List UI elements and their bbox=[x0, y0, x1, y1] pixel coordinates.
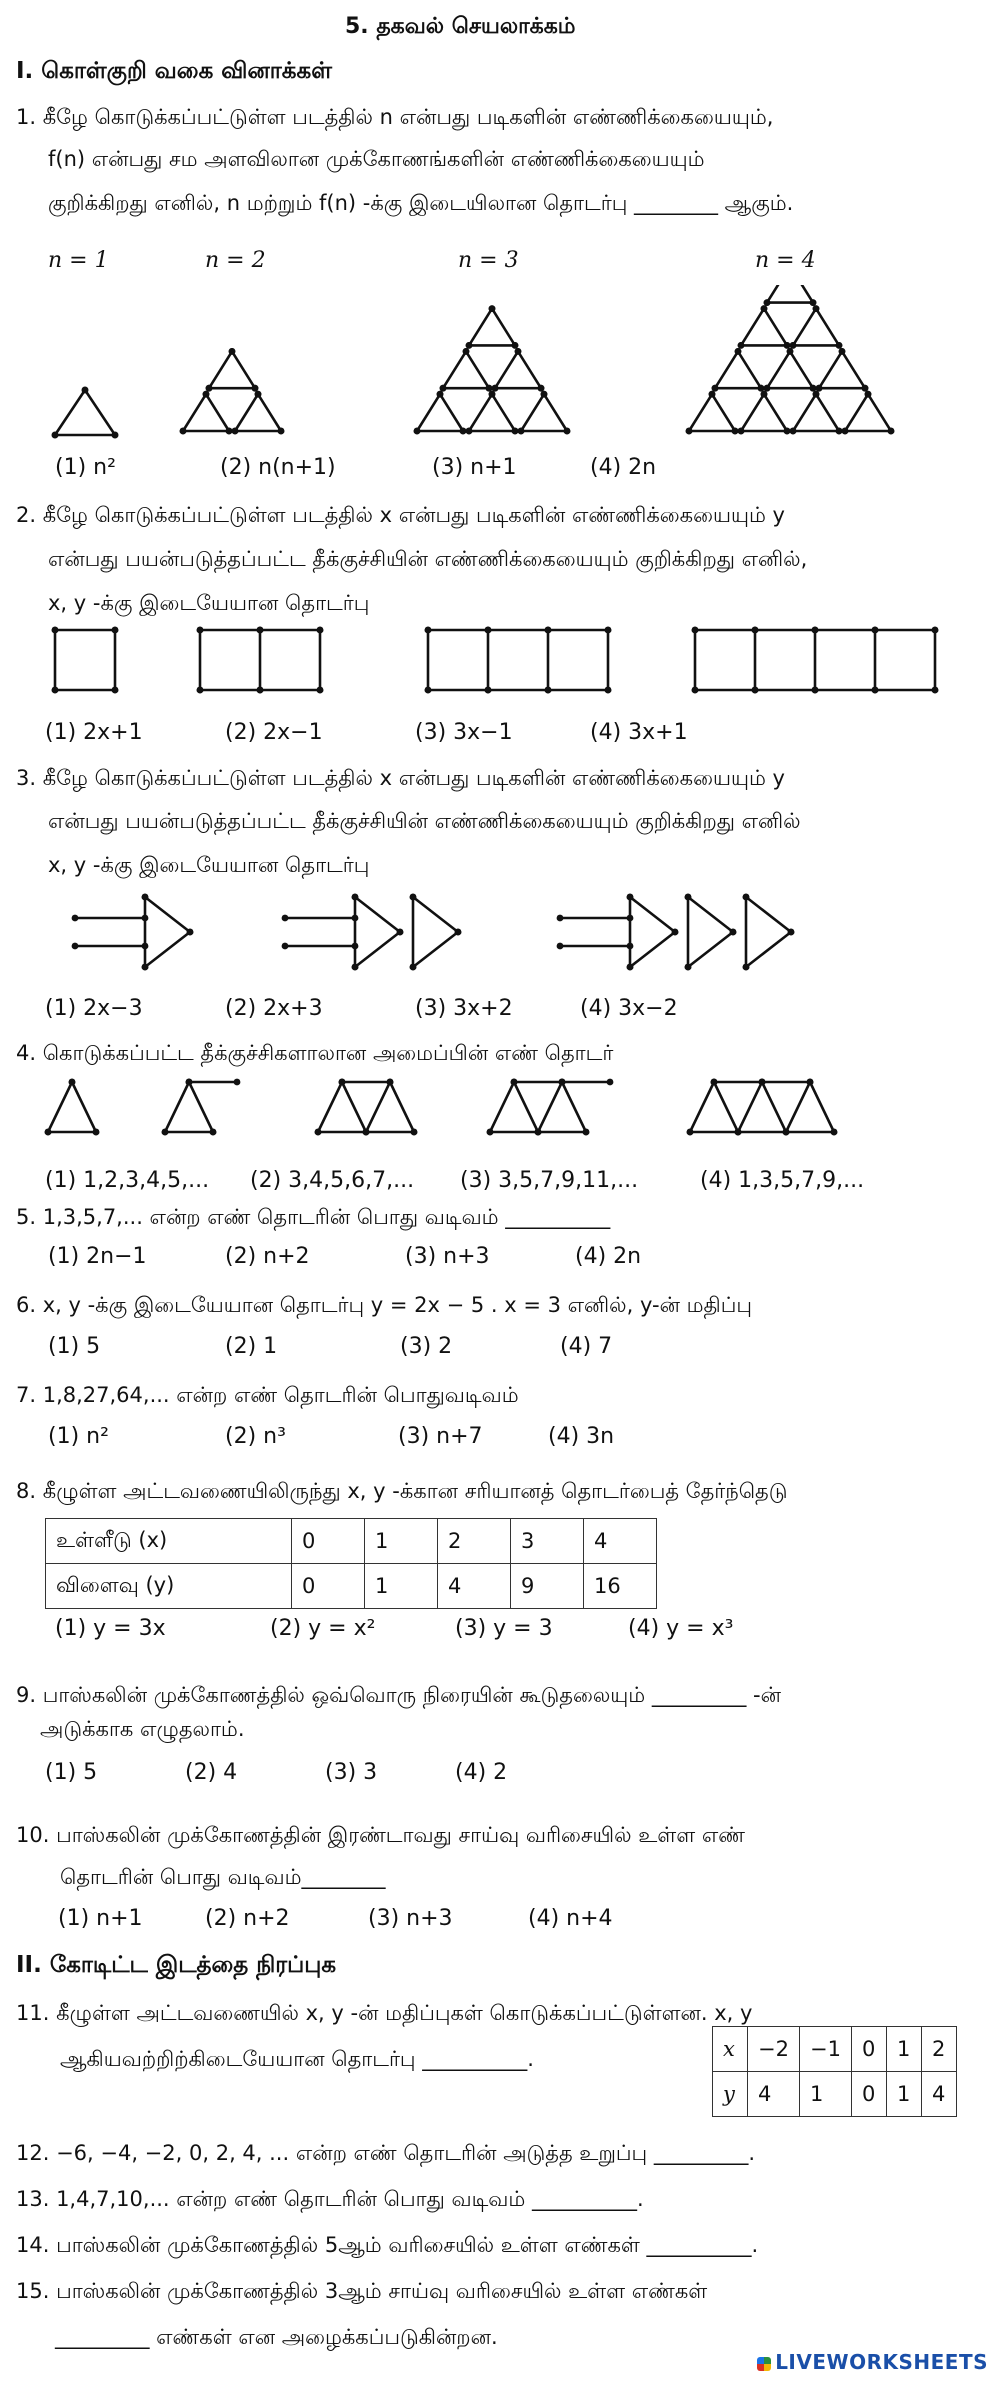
q10-option-2[interactable]: (2) n+2 bbox=[205, 1906, 290, 1931]
q4-figure-1 bbox=[45, 1079, 100, 1136]
q8-option-1[interactable]: (1) y = 3x bbox=[55, 1616, 166, 1641]
q8-option-4[interactable]: (4) y = x³ bbox=[628, 1616, 734, 1641]
q9-option-2[interactable]: (2) 4 bbox=[185, 1760, 238, 1785]
q1-line-1: 1. கீழே கொடுக்கப்பட்டுள்ள படத்தில் n என்பது படிகளின் எண்ணிக்கையையும், bbox=[16, 105, 774, 129]
table-cell: விளைவு (y) bbox=[46, 1564, 292, 1609]
q6-option-4[interactable]: (4) 7 bbox=[560, 1334, 613, 1359]
q4-option-1[interactable]: (1) 1,2,3,4,5,... bbox=[45, 1168, 210, 1193]
q6-line-1: 6. x, y -க்கு இடையேயான தொடர்பு y = 2x − 5 . x = 3 எனில், y-ன் மதிப்பு bbox=[16, 1293, 752, 1317]
table-cell: y bbox=[713, 2072, 748, 2117]
table-cell: 1 bbox=[365, 1519, 438, 1564]
table-cell: −1 bbox=[799, 2027, 851, 2072]
q4-option-3[interactable]: (3) 3,5,7,9,11,... bbox=[460, 1168, 639, 1193]
table-cell: 0 bbox=[851, 2027, 886, 2072]
q7-line-1: 7. 1,8,27,64,... என்ற எண் தொடரின் பொதுவடிவம் bbox=[16, 1383, 519, 1407]
q5-line-1: 5. 1,3,5,7,... என்ற எண் தொடரின் பொது வடிவம் __________ bbox=[16, 1205, 611, 1229]
table-cell: −2 bbox=[748, 2027, 800, 2072]
q3-figure-3 bbox=[557, 894, 795, 971]
table-cell: x bbox=[713, 2027, 748, 2072]
q3-line-2: என்பது பயன்படுத்தப்பட்ட தீக்குச்சியின் எண்ணிக்கையையும் குறிக்கிறது எனில் bbox=[48, 809, 801, 833]
q2-square-figures bbox=[0, 620, 1000, 710]
q15-line-1: 15. பாஸ்கலின் முக்கோணத்தில் 3ஆம் சாய்வு வரிசையில் உள்ள எண்கள் bbox=[16, 2279, 708, 2303]
q5-option-3[interactable]: (3) n+3 bbox=[405, 1244, 490, 1269]
liveworksheets-logo bbox=[757, 2350, 988, 2374]
table-row bbox=[46, 1564, 657, 1609]
q1-figure-n3 bbox=[414, 305, 571, 434]
table-cell: 1 bbox=[365, 1564, 438, 1609]
q2-option-2[interactable]: (2) 2x−1 bbox=[225, 720, 323, 745]
q11-line-2: ஆகியவற்றிற்கிடையேயான தொடர்பு __________. bbox=[60, 2047, 534, 2071]
q9-option-3[interactable]: (3) 3 bbox=[325, 1760, 378, 1785]
q2-option-4[interactable]: (4) 3x+1 bbox=[590, 720, 688, 745]
q1-triangle-figures bbox=[0, 285, 1000, 445]
q4-option-4[interactable]: (4) 1,3,5,7,9,... bbox=[700, 1168, 865, 1193]
q8-table bbox=[45, 1518, 657, 1609]
table-cell: 0 bbox=[851, 2072, 886, 2117]
q7-option-2[interactable]: (2) n³ bbox=[225, 1424, 286, 1449]
q8-option-2[interactable]: (2) y = x² bbox=[270, 1616, 376, 1641]
table-cell: 3 bbox=[511, 1519, 584, 1564]
q1-line-3: குறிக்கிறது எனில், n மற்றும் f(n) -க்கு இடையிலான தொடர்பு ________ ஆகும். bbox=[48, 191, 794, 215]
q5-option-2[interactable]: (2) n+2 bbox=[225, 1244, 310, 1269]
q1-label-n4: n = 4 bbox=[755, 248, 816, 273]
q1-option-3[interactable]: (3) n+1 bbox=[432, 455, 517, 480]
q1-figure-n4 bbox=[686, 285, 895, 434]
q4-figure-5 bbox=[687, 1079, 838, 1136]
q3-option-2[interactable]: (2) 2x+3 bbox=[225, 996, 323, 1021]
table-row bbox=[713, 2072, 957, 2117]
q6-option-1[interactable]: (1) 5 bbox=[48, 1334, 101, 1359]
q2-line-3: x, y -க்கு இடையேயான தொடர்பு bbox=[48, 591, 370, 615]
q2-figure-1 bbox=[52, 627, 119, 694]
q6-option-3[interactable]: (3) 2 bbox=[400, 1334, 453, 1359]
q1-label-n1: n = 1 bbox=[48, 248, 109, 273]
table-cell: 2 bbox=[921, 2027, 956, 2072]
table-cell: 1 bbox=[886, 2027, 921, 2072]
q15-line-2: _________ எண்கள் என அழைக்கப்படுகின்றன. bbox=[55, 2325, 498, 2349]
q2-line-2: என்பது பயன்படுத்தப்பட்ட தீக்குச்சியின் எண்ணிக்கையையும் குறிக்கிறது எனில், bbox=[48, 547, 808, 571]
q5-option-4[interactable]: (4) 2n bbox=[575, 1244, 642, 1269]
q4-figure-3 bbox=[315, 1079, 418, 1136]
q3-line-3: x, y -க்கு இடையேயான தொடர்பு bbox=[48, 853, 370, 877]
q14-line: 14. பாஸ்கலின் முக்கோணத்தில் 5ஆம் வரிசையில் உள்ள எண்கள் __________. bbox=[16, 2233, 759, 2257]
q10-line-1: 10. பாஸ்கலின் முக்கோணத்தின் இரண்டாவது சாய்வு வரிசையில் உள்ள எண் bbox=[16, 1823, 745, 1847]
table-row bbox=[46, 1519, 657, 1564]
q9-line-1: 9. பாஸ்கலின் முக்கோணத்தில் ஒவ்வொரு நிரையின் கூடுதலையும் _________ -ன் bbox=[16, 1683, 781, 1707]
q10-option-1[interactable]: (1) n+1 bbox=[58, 1906, 143, 1931]
q1-option-4[interactable]: (4) 2n bbox=[590, 455, 657, 480]
q5-option-1[interactable]: (1) 2n−1 bbox=[48, 1244, 147, 1269]
q6-option-2[interactable]: (2) 1 bbox=[225, 1334, 278, 1359]
q3-option-4[interactable]: (4) 3x−2 bbox=[580, 996, 678, 1021]
table-cell: 1 bbox=[799, 2072, 851, 2117]
q11-line-1: 11. கீழுள்ள அட்டவணையில் x, y -ன் மதிப்புகள் கொடுக்கப்பட்டுள்ளன. x, y bbox=[16, 2001, 753, 2025]
table-cell: 4 bbox=[584, 1519, 657, 1564]
q7-option-3[interactable]: (3) n+7 bbox=[398, 1424, 483, 1449]
table-cell: 0 bbox=[292, 1519, 365, 1564]
section-1-heading: I. கொள்குறி வகை வினாக்கள் bbox=[16, 58, 332, 84]
q1-option-2[interactable]: (2) n(n+1) bbox=[220, 455, 336, 480]
q9-option-4[interactable]: (4) 2 bbox=[455, 1760, 508, 1785]
q11-table bbox=[712, 2026, 957, 2117]
q13-line: 13. 1,4,7,10,... என்ற எண் தொடரின் பொது வடிவம் __________. bbox=[16, 2187, 644, 2211]
logo-icon bbox=[757, 2357, 771, 2371]
table-cell: 2 bbox=[438, 1519, 511, 1564]
q4-option-2[interactable]: (2) 3,4,5,6,7,... bbox=[250, 1168, 415, 1193]
table-row bbox=[713, 2027, 957, 2072]
q9-line-2: அடுக்காக எழுதலாம். bbox=[40, 1717, 245, 1741]
table-cell: 4 bbox=[438, 1564, 511, 1609]
q2-figure-2 bbox=[197, 627, 324, 694]
q3-line-1: 3. கீழே கொடுக்கப்பட்டுள்ள படத்தில் x என்பது படிகளின் எண்ணிக்கையையும் y bbox=[16, 766, 785, 790]
q8-line-1: 8. கீழுள்ள அட்டவணையிலிருந்து x, y -க்கான சரியானத் தொடர்பைத் தேர்ந்தெடு bbox=[16, 1479, 788, 1503]
table-cell: 4 bbox=[748, 2072, 800, 2117]
table-cell: 4 bbox=[921, 2072, 956, 2117]
q4-figure-2 bbox=[162, 1079, 241, 1136]
q1-option-1[interactable]: (1) n² bbox=[55, 455, 116, 480]
logo-text: LIVEWORKSHEETS bbox=[775, 2350, 988, 2374]
q10-option-4[interactable]: (4) n+4 bbox=[528, 1906, 613, 1931]
q3-figure-1 bbox=[72, 894, 194, 971]
q1-line-2: f(n) என்பது சம அளவிலான முக்கோணங்களின் எண்ணிக்கையையும் bbox=[48, 147, 705, 171]
q2-option-3[interactable]: (3) 3x−1 bbox=[415, 720, 513, 745]
q1-label-n3: n = 3 bbox=[458, 248, 519, 273]
q3-option-3[interactable]: (3) 3x+2 bbox=[415, 996, 513, 1021]
q2-figure-3 bbox=[425, 627, 612, 694]
q3-option-1[interactable]: (1) 2x−3 bbox=[45, 996, 143, 1021]
q4-figure-4 bbox=[487, 1079, 614, 1136]
worksheet-title: 5. தகவல் செயலாக்கம் bbox=[345, 14, 576, 39]
q2-option-1[interactable]: (1) 2x+1 bbox=[45, 720, 143, 745]
q2-line-1: 2. கீழே கொடுக்கப்பட்டுள்ள படத்தில் x என்பது படிகளின் எண்ணிக்கையையும் y bbox=[16, 503, 785, 527]
q9-option-1[interactable]: (1) 5 bbox=[45, 1760, 98, 1785]
q1-figure-n2 bbox=[180, 348, 285, 434]
q7-option-4[interactable]: (4) 3n bbox=[548, 1424, 615, 1449]
q4-triangle-strip-figures bbox=[0, 1070, 1000, 1160]
q7-option-1[interactable]: (1) n² bbox=[48, 1424, 109, 1449]
table-cell: உள்ளீடு (x) bbox=[46, 1519, 292, 1564]
q3-figure-2 bbox=[282, 894, 462, 971]
section-2-heading: II. கோடிட்ட இடத்தை நிரப்புக bbox=[16, 1952, 337, 1978]
q4-line-1: 4. கொடுக்கப்பட்ட தீக்குச்சிகளாலான அமைப்பின் எண் தொடர் bbox=[16, 1041, 614, 1065]
q8-option-3[interactable]: (3) y = 3 bbox=[455, 1616, 553, 1641]
q1-label-n2: n = 2 bbox=[205, 248, 266, 273]
table-cell: 0 bbox=[292, 1564, 365, 1609]
table-cell: 1 bbox=[886, 2072, 921, 2117]
table-cell: 16 bbox=[584, 1564, 657, 1609]
q10-option-3[interactable]: (3) n+3 bbox=[368, 1906, 453, 1931]
q10-line-2: தொடரின் பொது வடிவம்________ bbox=[60, 1865, 386, 1889]
table-cell: 9 bbox=[511, 1564, 584, 1609]
q1-figure-n1 bbox=[52, 387, 119, 439]
q12-line: 12. −6, −4, −2, 0, 2, 4, ... என்ற எண் தொடரின் அடுத்த உறுப்பு _________. bbox=[16, 2141, 756, 2165]
q2-figure-4 bbox=[692, 627, 939, 694]
q3-arrow-figures bbox=[0, 885, 1000, 985]
